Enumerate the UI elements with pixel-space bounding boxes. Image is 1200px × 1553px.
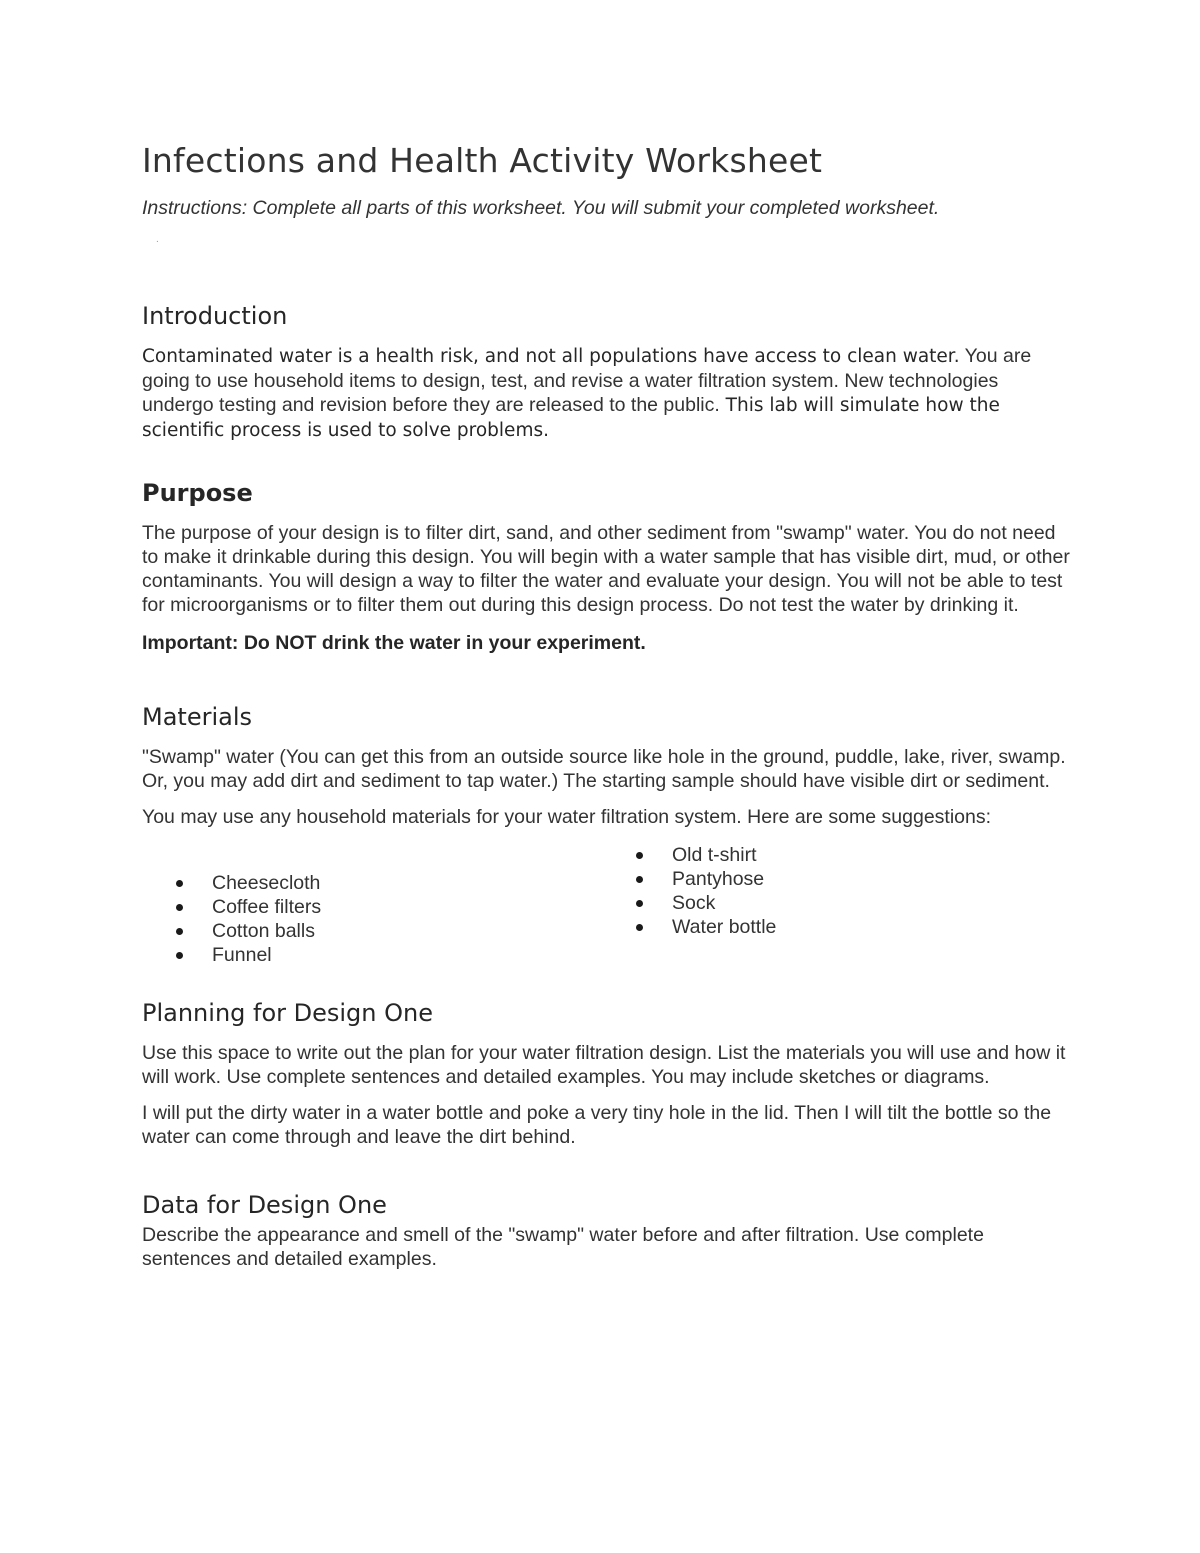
introduction-text-part1: Contaminated water is a health risk, and not all populations have access to clean water. bbox=[142, 346, 960, 367]
list-item bbox=[634, 843, 776, 867]
worksheet-page bbox=[142, 138, 1072, 1271]
materials-text-suggestions: You may use any household materials for your water filtration system. Here are some suggestions: bbox=[142, 806, 992, 828]
page-title: Infections and Health Activity Worksheet bbox=[142, 141, 823, 180]
list-item bbox=[174, 919, 321, 943]
list-item bbox=[174, 871, 321, 895]
instructions-text: Instructions: Complete all parts of this worksheet. You will submit your completed worksheet. bbox=[142, 197, 940, 219]
planning-heading: Planning for Design One bbox=[142, 999, 433, 1027]
introduction-text bbox=[142, 344, 1072, 443]
list-item-label: Sock bbox=[672, 892, 716, 914]
materials-list-right bbox=[634, 843, 776, 939]
bullet-icon bbox=[176, 904, 183, 911]
bullet-icon bbox=[176, 952, 183, 959]
purpose-section bbox=[142, 477, 1072, 655]
materials-text-swamp-water: "Swamp" water (You can get this from an outside source like hole in the ground, puddle, lake, river, swamp. Or, you may add dirt and sediment to tap water.) The starting sample should have visible dirt or sediment. bbox=[142, 746, 1066, 792]
purpose-text: The purpose of your design is to filter dirt, sand, and other sediment from "swamp" water. You do not need to make it drinkable during this design. You will begin with a water sample that has visible dirt, mud, or other contaminants. You will design a way to filter the water and evaluate your design. You will not be able to test for microorganisms or to filter them out during this design process. Do not test the water by drinking it. bbox=[142, 522, 1070, 616]
list-item-label: Coffee filters bbox=[212, 896, 322, 918]
planning-instructions: Use this space to write out the plan for your water filtration design. List the materials you will use and how it will work. Use complete sentences and detailed examples. You may include sketches or diagrams. bbox=[142, 1042, 1066, 1088]
list-item-label: Old t-shirt bbox=[672, 844, 757, 866]
materials-lists bbox=[142, 843, 1072, 966]
bullet-icon bbox=[636, 924, 643, 931]
introduction-section bbox=[142, 300, 1072, 443]
materials-list-left bbox=[174, 871, 321, 967]
purpose-heading: Purpose bbox=[142, 479, 253, 507]
list-item-label: Cheesecloth bbox=[212, 872, 321, 894]
planning-answer: I will put the dirty water in a water bottle and poke a very tiny hole in the lid. Then I will tilt the bottle so the water can come through and leave the dirt behind. bbox=[142, 1102, 1052, 1148]
bullet-icon bbox=[636, 876, 643, 883]
bullet-icon bbox=[636, 900, 643, 907]
list-item-label: Cotton balls bbox=[212, 920, 315, 942]
introduction-text-part2: You are going to use household items to design, test, and revise a water filtration system. New technologies undergo testing and revision before they are released to the public. bbox=[142, 345, 1032, 416]
list-item bbox=[174, 895, 321, 919]
data-section bbox=[142, 1189, 1072, 1271]
list-item bbox=[174, 943, 321, 967]
list-item-label: Funnel bbox=[212, 944, 272, 966]
planning-section bbox=[142, 997, 1072, 1149]
introduction-heading: Introduction bbox=[142, 302, 288, 330]
materials-section bbox=[142, 701, 1072, 966]
list-item bbox=[634, 891, 776, 915]
important-warning: Important: Do NOT drink the water in your experiment. bbox=[142, 632, 646, 654]
list-item-label: Pantyhose bbox=[672, 868, 765, 890]
list-item bbox=[634, 915, 776, 939]
list-item-label: Water bottle bbox=[672, 916, 777, 938]
introduction-text-part3: This lab will simulate how the scientific process is used to solve problems. bbox=[142, 395, 1000, 441]
bullet-icon bbox=[176, 928, 183, 935]
list-item bbox=[634, 867, 776, 891]
bullet-icon bbox=[176, 880, 183, 887]
stray-mark: . bbox=[156, 234, 159, 245]
bullet-icon bbox=[636, 852, 643, 859]
data-instructions: Describe the appearance and smell of the "swamp" water before and after filtration. Use complete sentences and detailed examples. bbox=[142, 1224, 984, 1270]
materials-heading: Materials bbox=[142, 703, 253, 731]
data-heading: Data for Design One bbox=[142, 1191, 387, 1219]
